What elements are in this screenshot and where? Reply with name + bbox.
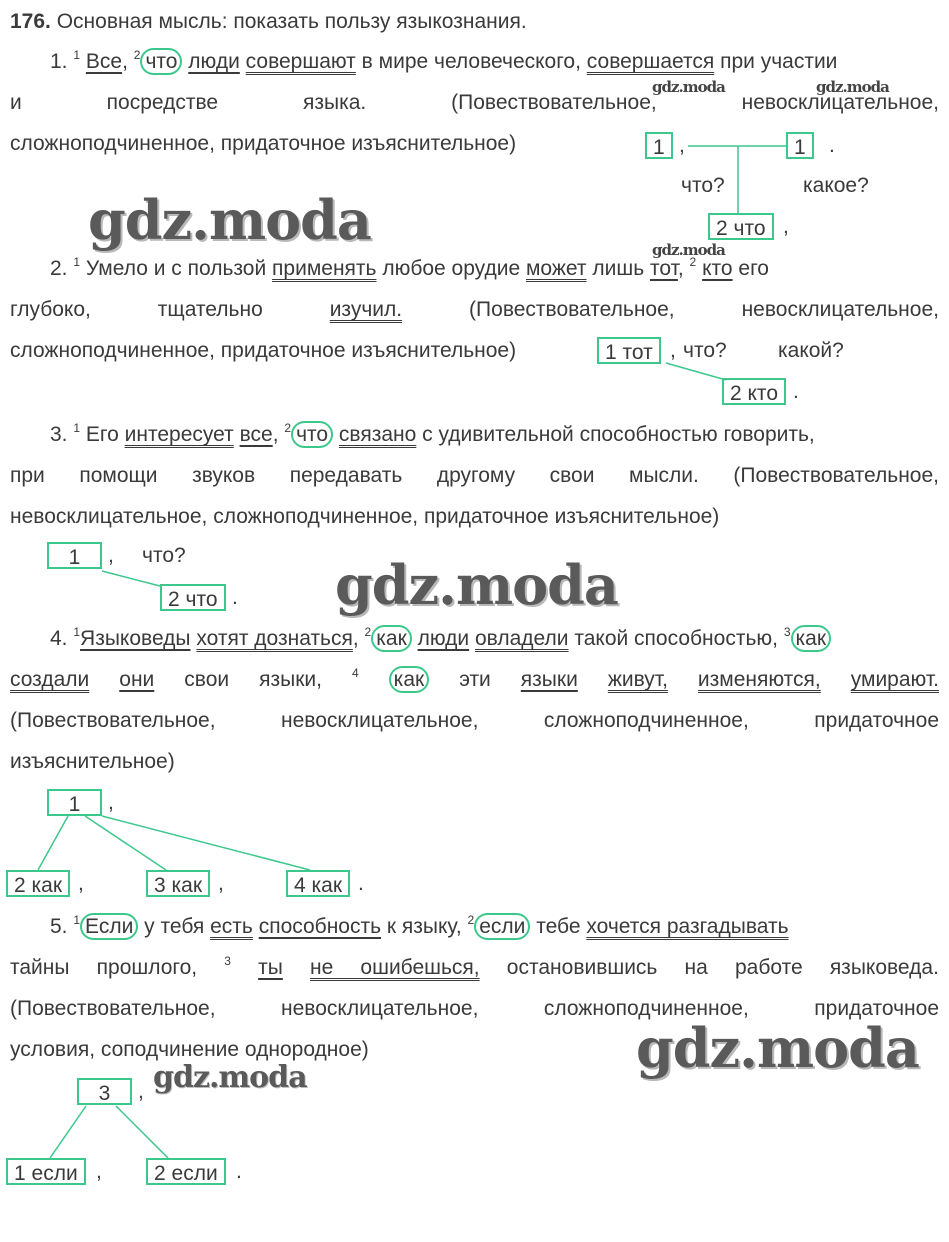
predicate: интересует [124,423,234,446]
sentence-4-line-1: 4. $^1$Языковеды хотят дознаться, $^2$ как люди овладели такой способностью, $^3$ как [50,622,939,656]
diagram-box: 2 кто [722,378,786,405]
watermark-logo: gdz.moda [652,241,725,259]
predicate: совершают [245,50,356,73]
watermark-logo: gdz.moda [636,1016,919,1080]
sentence-4-line-3: (Повествовательное, невосклицательное, сложноподчиненное, придаточное [10,709,940,732]
diagram-box: 2 если [146,1158,226,1185]
sentence-5-line-3: (Повествовательное, невосклицательное, сложноподчиненное, придаточное [10,997,940,1020]
sentence-5-line-2: тайны прошлого, $^3$ ты не ошибешься, остановившись на работе языковеда. [10,954,939,979]
diagram-box: 1 [786,132,814,159]
diagram-box: 1 [47,789,102,816]
sentence-2-line-2: глубоко, тщательно изучил. (Повествовательное, невосклицательное, [10,298,939,321]
predicate: хотят дознаться [196,627,353,650]
watermark-logo: gdz.moda [652,78,725,96]
predicate: может [525,257,587,280]
sentence-1-line-2: и посредстве языка. (Повествовательное, невосклицательное, [10,91,940,114]
predicate: хочется разгадывать [586,915,789,938]
task-header [10,5,939,39]
diagram-box: 2 что [160,584,226,611]
diagram-box: 1 тот [597,337,661,364]
subject: все [239,423,273,446]
subject: люди [188,50,240,73]
predicate: есть [210,915,253,938]
sentence-3-line-2: при помощи звуков передавать другому свои мысли. (Повествовательное, [10,464,939,487]
watermark-logo: gdz.moda [816,78,889,96]
predicate: связано [338,423,417,446]
sentence-2-line-3: сложноподчиненное, придаточное изъяснительное) [10,339,517,362]
diagram-box: 1 если [6,1158,86,1185]
sentence-4-line-4: изъяснительное) [10,750,175,773]
sentence-5-line-1: 5. $^1$ Если у тебя есть способность к языку, $^2$ если тебе хочется разгадывать [50,913,789,938]
diagram-box: 2 как [6,870,70,897]
sentence-1-line-1: 1. $^1$ Все, $^2$ что люди совершают в мире человеческого, совершается при участии [50,48,838,73]
conjunction: что [140,48,182,75]
conjunction: как [371,625,412,652]
subject: люди [417,627,470,650]
task-number: 176. [10,10,51,33]
conjunction: если [474,913,530,940]
subject: Все [85,50,123,73]
diagram-box: 4 как [286,870,350,897]
predicate: овладели [474,627,569,650]
question: какое? [803,174,869,197]
diagram-box: 3 [77,1078,132,1105]
conjunction: что [291,421,333,448]
main-idea: Основная мысль: показать пользу языкознания. [56,10,527,33]
sentence-1-line-3: сложноподчиненное, придаточное изъяснительное) [10,132,517,155]
sentence-5-line-4: условия, соподчинение однородное) [10,1038,369,1061]
sentence-3-line-3: невосклицательное, сложноподчиненное, придаточное изъяснительное) [10,505,720,528]
subject: способность [258,915,382,938]
sentence-2-line-1: 2. $^1$ Умело и с пользой применять любое орудие может лишь тот, $^2$ кто его [50,255,769,280]
subject: Языковеды [80,627,191,650]
sentence-4-line-2: создали они свои языки, $^4$ как эти языки живут, изменяются, умирают. [10,666,939,691]
predicate: совершается [586,50,715,73]
diagram-box: 3 как [146,870,210,897]
subject: кто [702,257,733,280]
diagram-box: 1 [47,542,102,569]
watermark-logo: gdz.moda [153,1060,307,1095]
watermark-logo: gdz.moda [88,188,371,252]
diagram-box: 1 [645,132,673,159]
question: что? [681,174,725,197]
diagram-box: 2 что [708,213,774,240]
predicate: применять [272,257,377,280]
conjunction: Если [80,913,138,940]
watermark-logo: gdz.moda [335,553,618,617]
question: что? [683,339,727,362]
question: какой? [778,339,844,362]
question: что? [142,544,186,567]
conjunction: как [791,625,832,652]
conjunction: как [389,666,430,693]
sentence-3-line-1: 3. $^1$ Его интересует все, $^2$ что связано с удивительной способностью говорить, [50,421,815,446]
subject: тот [649,257,678,280]
